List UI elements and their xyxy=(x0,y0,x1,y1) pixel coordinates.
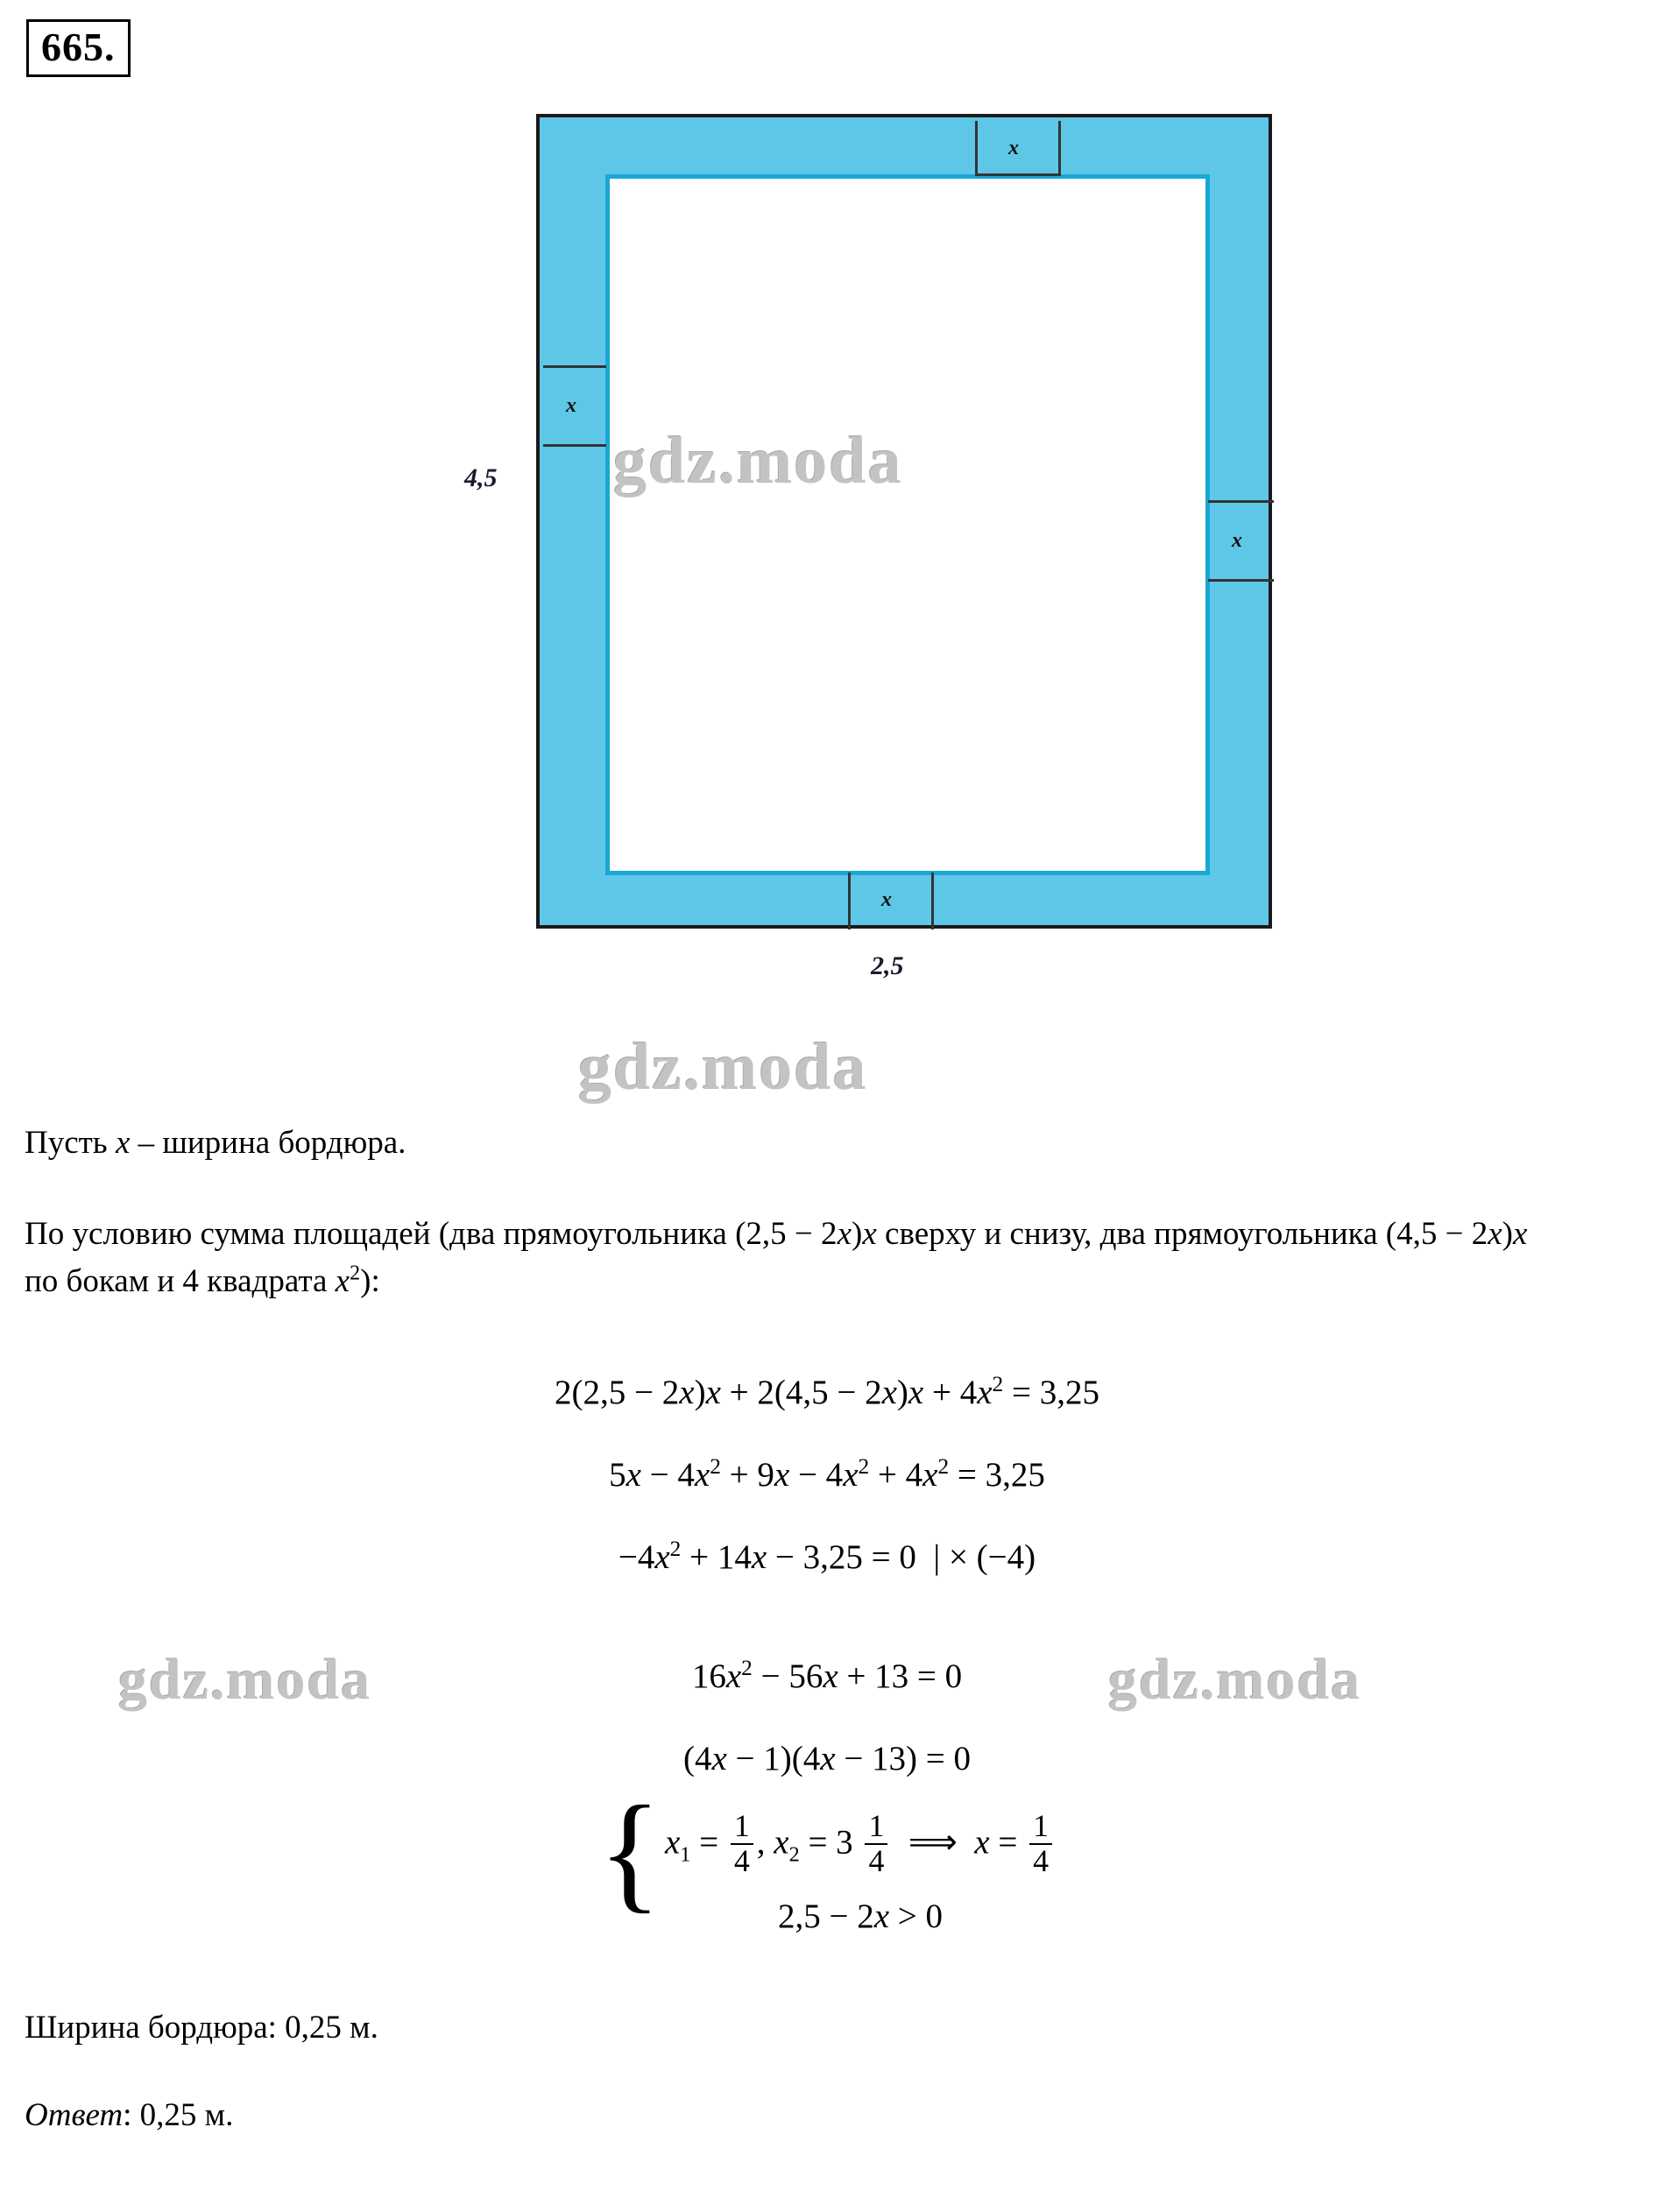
watermark-upper: gdz.moda xyxy=(578,1030,868,1104)
answer-line xyxy=(25,2092,233,2139)
inner-rectangle xyxy=(605,174,1210,875)
system-row-inequality: 2,5 − 2x > 0 xyxy=(777,1898,944,1936)
tick-right-bottom xyxy=(1208,579,1274,582)
tick-bottom-left xyxy=(848,873,851,929)
equation-3: $-4x^2 + 14x - 3,25 = 0$ | × (−4) xyxy=(618,1537,1036,1576)
tick-left-bottom xyxy=(543,444,606,447)
answer-value: : 0,25 м. xyxy=(123,2097,234,2133)
tick-top-right xyxy=(1058,121,1061,175)
tick-left-top xyxy=(543,365,606,368)
answer-label: Ответ xyxy=(25,2097,124,2133)
label-x-top: x xyxy=(1008,137,1019,159)
statement-let-suffix: – ширина бордюра. xyxy=(130,1125,406,1161)
label-x-bottom: x xyxy=(881,888,892,911)
tick-top-left xyxy=(975,121,978,175)
system-rows xyxy=(665,1806,1056,1941)
statement-let-x xyxy=(25,1120,1163,1167)
label-x-left: x xyxy=(566,394,576,417)
equation-system xyxy=(0,1779,1654,1941)
watermark-right: gdz.moda xyxy=(1108,1648,1362,1712)
figure-rectangle-with-border xyxy=(464,114,1276,980)
system-row-roots: $x_1$ = $\frac{1}{4}$ , $x_2 = 3$ $\frac{1}{4}$ ⟹ x = $\frac{1}{4}$ xyxy=(665,1806,1056,1884)
conclusion-line: Ширина бордюра: 0,25 м. xyxy=(25,2010,378,2046)
brace-icon: { xyxy=(597,1779,661,1925)
watermark-figure: gdz.moda xyxy=(613,424,903,498)
label-height-4-5: 4,5 xyxy=(464,463,498,492)
equation-2: $5x - 4x^2 + 9x - 4x^2 + 4x^2 = 3,25$ xyxy=(609,1454,1045,1494)
tick-bottom-right xyxy=(931,873,934,929)
equation-1: $2(2,5 - 2x)x + 2(4,5 - 2x)x + 4x^2 = 3,25$ xyxy=(555,1372,1099,1411)
outer-rectangle xyxy=(464,114,1272,980)
label-width-2-5: 2,5 xyxy=(871,951,904,980)
label-x-right: x xyxy=(1232,529,1242,552)
tick-right-top xyxy=(1208,500,1274,503)
task-number: 665. xyxy=(26,19,131,77)
statement-condition: По условию сумма площадей (два прямоугольника (2,5 − 2x)x сверху и снизу, два прямоугольника (4,5 − 2x)x по бокам и 4 квадрата $x^2$): xyxy=(25,1216,1528,1299)
statement-let-prefix: Пусть xyxy=(25,1125,116,1161)
variable-x: x xyxy=(115,1125,131,1161)
watermark-left: gdz.moda xyxy=(118,1648,372,1712)
equation-4: $16x^2 - 56x + 13 = 0$ xyxy=(691,1656,963,1695)
tick-top-horizontal xyxy=(975,173,1061,176)
equation-5: (4x − 1)(4x − 13) = 0 xyxy=(682,1740,972,1777)
